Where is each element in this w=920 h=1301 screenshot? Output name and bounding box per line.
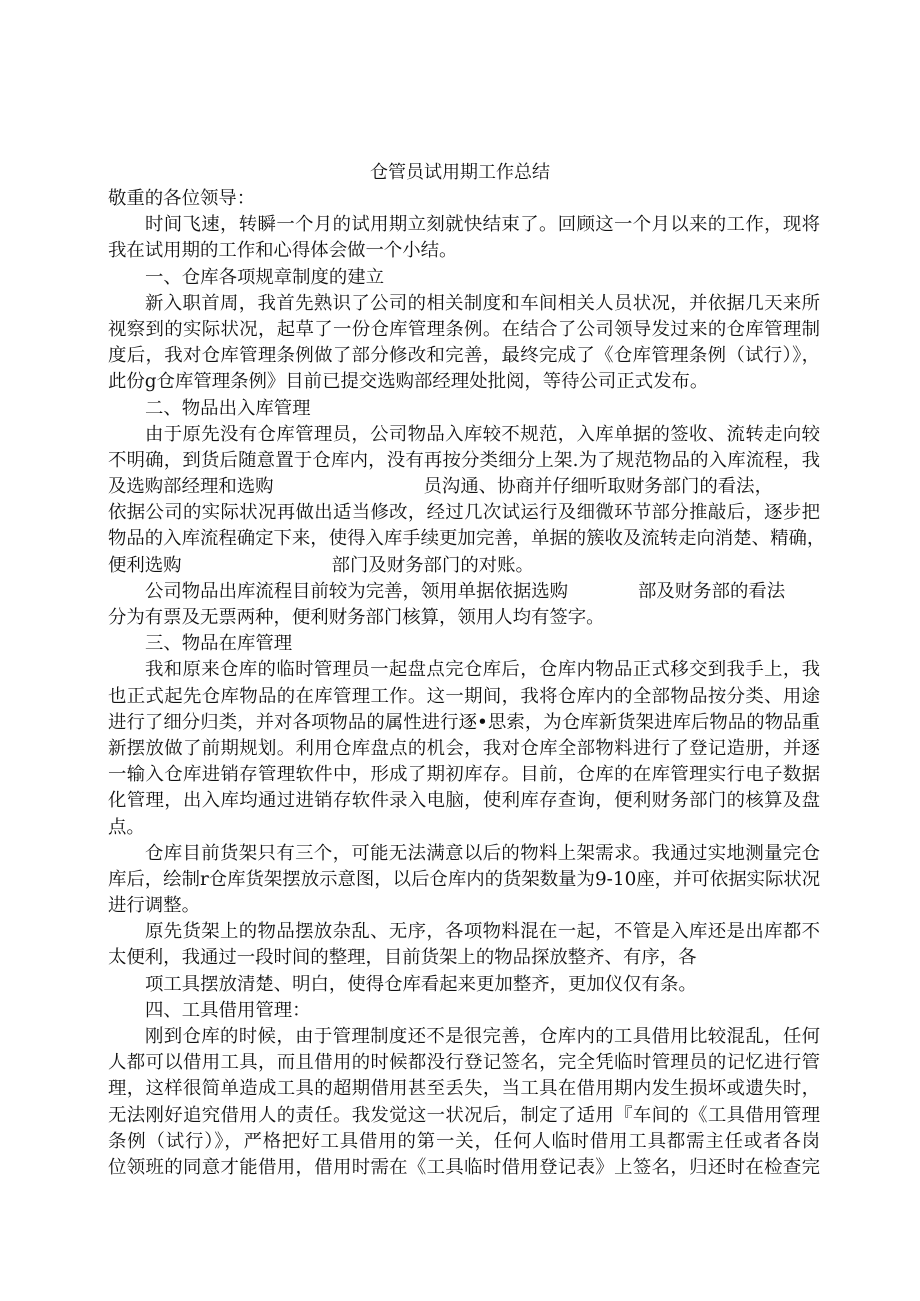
paragraph-line: 新摆放做了前期规划。利用仓库盘点的机会，我对仓库全部物料进行了登记造册，并逐 bbox=[108, 737, 820, 759]
paragraph-line: 分为有票及无票两种，便利财务部门核算，领用人均有签字。 bbox=[108, 607, 605, 628]
salutation: 敬重的各位领导： bbox=[108, 188, 256, 209]
paragraph-line: 度后，我对仓库管理条例做了部分修改和完善，最终完成了《仓库管理条例（试行）》， bbox=[108, 345, 820, 367]
paragraph-line bbox=[108, 553, 820, 579]
section-heading: 四、工具借用管理： bbox=[145, 999, 311, 1021]
paragraph-line: 条例（试行）》，严格把好工具借用的第一关，任何人临时借用工具都需主任或者各岗 bbox=[108, 1130, 820, 1152]
paragraph-line: 库后，绘制r仓库货架摆放示意图，以后仓库内的货架数量为9-10座，并可依据实际状况 bbox=[108, 868, 821, 890]
paragraph-line: 理，这样很简单造成工具的超期借用甚至丢失，当工具在借用期内发生损坏或遗失时， bbox=[108, 1078, 820, 1100]
paragraph-line: 原先货架上的物品摆放杂乱、无序，各项物料混在一起，不管是入库还是出库都不 bbox=[145, 921, 820, 943]
document-title: 仓管员试用期工作总结 bbox=[370, 162, 550, 183]
section-heading: 二、物品出入库管理 bbox=[145, 397, 311, 419]
section-heading: 一、仓库各项规章制度的建立 bbox=[145, 266, 385, 288]
paragraph-line: 仓库目前货架只有三个，可能无法满意以后的物料上架需求。我通过实地测量完仓 bbox=[145, 842, 820, 864]
paragraph-line: 由于原先没有仓库管理员，公司物品入库较不规范，入库单据的签收、流转走向较 bbox=[145, 423, 820, 445]
paragraph-line: 不明确，到货后随意置于仓库内，没有再按分类细分上架.为了规范物品的入库流程，我 bbox=[108, 449, 820, 471]
paragraph-line: 太便利，我通过一段时间的整理，目前货架上的物品探放整齐、有序，各 bbox=[108, 947, 697, 969]
paragraph-line: 人都可以借用工具，而且借用的时候都没行登记签名，完全凭临时管理员的记忆进行管 bbox=[108, 1052, 820, 1074]
paragraph-line bbox=[108, 474, 820, 500]
paragraph-line: 进行调整。 bbox=[108, 895, 200, 917]
document-body bbox=[108, 186, 826, 1181]
paragraph-line: 我在试用期的工作和心得体会做一个小结。 bbox=[108, 240, 458, 262]
line-fragment: 及选购部经理和选购 bbox=[108, 476, 274, 498]
line-fragment: 员沟通、协商并仔细听取财务部门的看法， bbox=[423, 476, 773, 498]
section-heading: 三、物品在库管理 bbox=[145, 633, 293, 655]
line-fragment: 公司物品出库流程目前较为完善，领用单据依据选购 bbox=[145, 580, 568, 602]
paragraph-line bbox=[108, 579, 820, 605]
line-fragment: 部及财务部的看法 bbox=[638, 580, 786, 602]
line-fragment: 便利选购 bbox=[108, 554, 182, 576]
paragraph-line: 新入职首周，我首先熟识了公司的相关制度和车间相关人员状况，并依据几天来所 bbox=[145, 292, 820, 314]
paragraph-line: 点。 bbox=[108, 816, 145, 838]
paragraph-line: 此份g仓库管理条例》目前已提交选购部经理处批阅，等待公司正式发布。 bbox=[108, 371, 709, 393]
paragraph-line: 进行了细分归类，并对各项物品的属性进行逐•思索，为仓库新货架进库后物品的物品重 bbox=[108, 711, 820, 733]
paragraph-line: 一输入仓库进销存管理软件中，形成了期初库存。目前，仓库的在库管理实行电子数据 bbox=[108, 764, 820, 786]
paragraph-line: 物品的入库流程确定下来，使得入库手续更加完善，单据的簇收及流转走向消楚、精确， bbox=[108, 528, 826, 550]
paragraph-line: 视察到的实际状况，起草了一份仓库管理条例。在结合了公司领导发过来的仓库管理制 bbox=[108, 318, 820, 340]
paragraph-line: 化管理，出入库均通过进销存软件录入电脑，使利库存查询，便利财务部门的核算及盘 bbox=[108, 790, 820, 812]
paragraph-line: 位领班的同意才能借用，借用时需在《工具临时借用登记表》上签名，归还时在检查完 bbox=[108, 1156, 820, 1178]
paragraph-line: 无法刚好追究借用人的责任。我发觉这一状况后，制定了适用『车间的《工具借用管理 bbox=[108, 1104, 820, 1126]
paragraph-line: 时间飞速，转瞬一个月的试用期立刻就快结束了。回顾这一个月以来的工作，现将 bbox=[145, 214, 820, 236]
paragraph-line: 依据公司的实际状况再做出适当修改，经过几次试运行及细微环节部分推敲后，逐步把 bbox=[108, 502, 820, 524]
paragraph-line: 也正式起先仓库物品的在库管理工作。这一期间，我将仓库内的全部物品按分类、用途 bbox=[108, 685, 820, 707]
paragraph-line: 我和原来仓库的临时管理员一起盘点完仓库后，仓库内物品正式移交到我手上，我 bbox=[145, 659, 820, 681]
paragraph-line: 项工具摆放清楚、明白，使得仓库看起来更加整齐，更加仪仅有条。 bbox=[145, 973, 697, 995]
line-fragment: 部门及财务部门的对账。 bbox=[331, 554, 534, 576]
paragraph-line: 刚到仓库的时候，由于管理制度还不是很完善，仓库内的工具借用比较混乱，任何 bbox=[145, 1026, 820, 1047]
